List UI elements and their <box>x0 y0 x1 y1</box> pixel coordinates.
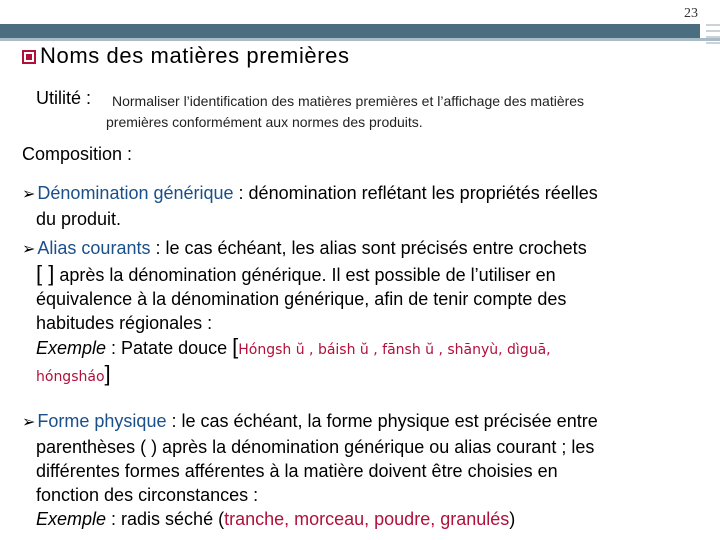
item-line: différentes formes afférentes à la matière doivent être choisies en <box>36 461 558 481</box>
list-item-forme <box>22 409 702 531</box>
item-text: : le cas échéant, les alias sont précisés entre crochets <box>150 238 587 258</box>
header-bar-light <box>0 38 720 41</box>
title-text: Noms des matières premières <box>40 43 350 68</box>
item-text: après la dénomination générique. Il est possible de l’utiliser en <box>54 265 556 285</box>
item-line: fonction des circonstances : <box>36 485 259 505</box>
header-bar-dark <box>0 24 700 38</box>
arrow-bullet-icon: ➢ <box>22 186 36 203</box>
item-line: parenthèses ( ) après la dénomination générique ou alias courant ; les <box>36 437 595 457</box>
slide-title <box>22 43 350 69</box>
pinyin-aliases: Hóngsh ŭ , báish ŭ , fānsh ŭ , shānyù, dìguā, <box>238 342 551 358</box>
example-forms: tranche, morceau, poudre, granulés <box>224 509 510 529</box>
example-label: Exemple <box>36 509 107 529</box>
utilite-text <box>106 91 692 133</box>
bracket-close: ] <box>104 361 111 386</box>
term-forme: Forme physique <box>37 411 167 431</box>
square-bullet-icon <box>22 50 36 64</box>
example-label: Exemple <box>36 338 107 358</box>
item-line: habitudes régionales : <box>36 313 213 333</box>
example-text: : Patate douce <box>106 338 233 358</box>
utilite-line2: premières conformément aux normes des produits. <box>106 114 423 130</box>
list-item-alias <box>22 236 702 389</box>
example-line <box>22 507 702 531</box>
list-item-denomination <box>22 181 702 231</box>
corner-decoration <box>700 18 720 48</box>
bracket-open: [ <box>232 334 239 359</box>
arrow-bullet-icon: ➢ <box>22 241 36 258</box>
example-line <box>22 335 702 362</box>
bracket-symbol: [ ] <box>36 261 55 286</box>
item-text: : le cas échéant, la forme physique est précisée entre <box>166 411 598 431</box>
paren-close: ) <box>509 509 516 529</box>
example-line-2 <box>22 362 702 389</box>
term-alias: Alias courants <box>37 238 151 258</box>
composition-label: Composition : <box>22 144 133 164</box>
example-text: : radis séché ( <box>106 509 225 529</box>
item-line: du produit. <box>36 209 122 229</box>
term-denomination: Dénomination générique <box>37 183 234 203</box>
utilite-label: Utilité : <box>36 88 92 108</box>
page-number: 23 <box>684 6 698 21</box>
arrow-bullet-icon: ➢ <box>22 414 36 431</box>
pinyin-aliases-2: hóngsháo <box>36 369 105 385</box>
header-bar <box>0 24 720 38</box>
item-text: : dénomination reflétant les propriétés réelles <box>233 183 598 203</box>
item-line <box>22 262 702 287</box>
utilite-line1: Normaliser l’identification des matières premières et l’affichage des matières <box>112 93 585 109</box>
item-line: équivalence à la dénomination générique, afin de tenir compte des <box>36 289 567 309</box>
